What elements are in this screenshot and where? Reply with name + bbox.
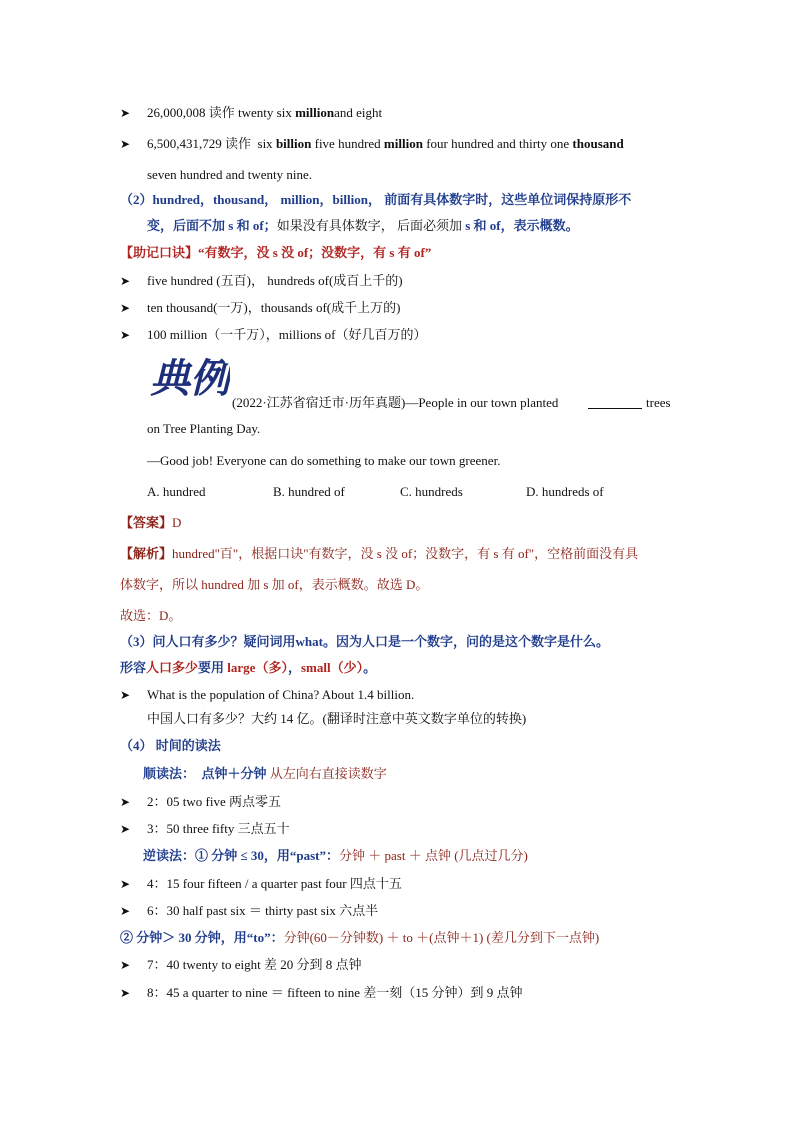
option-b: B. hundred of [273,484,345,499]
arrowhead-bullet-icon: ➤ [120,301,131,315]
dianli-logo [150,350,230,406]
arrowhead-bullet-icon: ➤ [120,274,131,288]
svg-text:典例: 典例 [150,355,230,402]
option-d: D. hundreds of [526,484,604,499]
arrowhead-bullet-icon: ➤ [120,137,131,151]
arrowhead-bullet-icon: ➤ [120,822,131,836]
arrowhead-bullet-icon: ➤ [120,904,131,918]
arrowhead-bullet-icon: ➤ [120,106,131,120]
option-a: A. hundred [147,484,206,499]
arrowhead-bullet-icon: ➤ [120,958,131,972]
arrowhead-bullet-icon: ➤ [120,986,131,1000]
answer-blank [588,396,642,409]
arrowhead-bullet-icon: ➤ [120,877,131,891]
arrowhead-bullet-icon: ➤ [120,688,131,702]
arrowhead-bullet-icon: ➤ [120,328,131,342]
option-c: C. hundreds [400,484,463,499]
arrowhead-bullet-icon: ➤ [120,795,131,809]
